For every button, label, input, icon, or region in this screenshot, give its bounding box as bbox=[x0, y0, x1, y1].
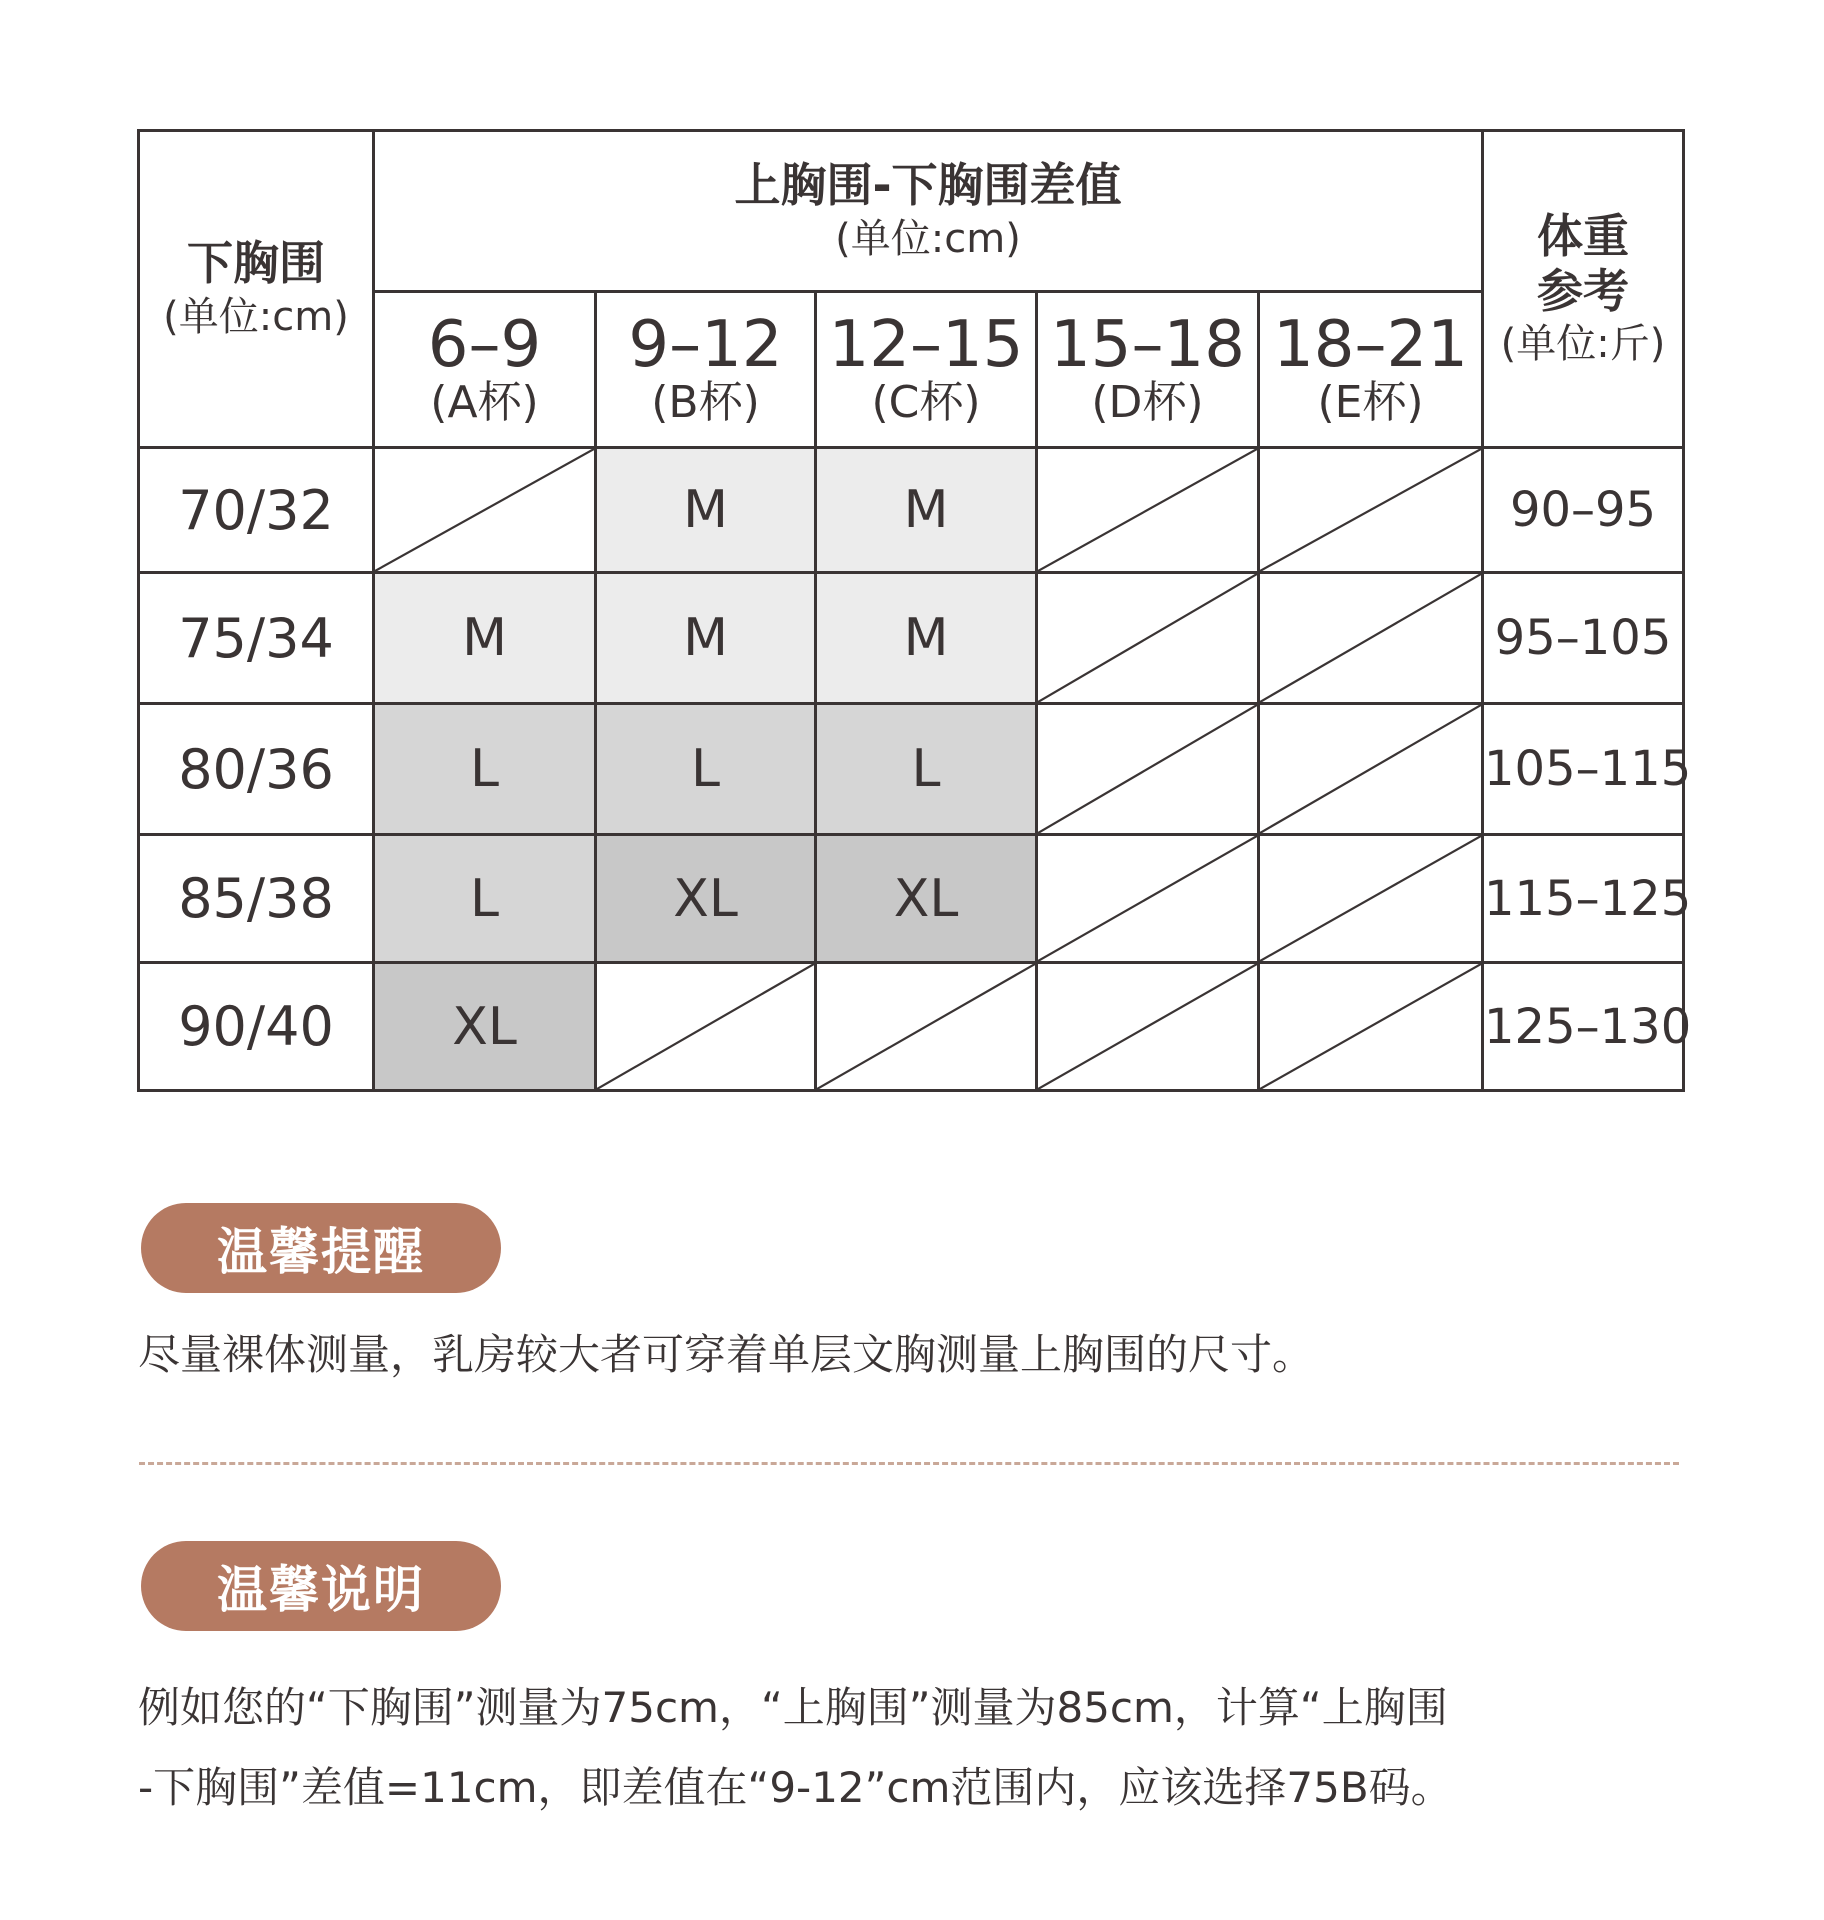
weight-header-title-1: 体重 bbox=[1537, 208, 1630, 263]
band-header-unit: (单位:cm) bbox=[163, 293, 349, 340]
cup-header-cell bbox=[1037, 292, 1259, 448]
empty-cell bbox=[1037, 835, 1259, 963]
cup-header-cell bbox=[374, 292, 596, 448]
empty-cell bbox=[1037, 448, 1259, 573]
cup-header-cell bbox=[816, 292, 1037, 448]
size-cell: M bbox=[596, 573, 816, 704]
empty-cell bbox=[1259, 573, 1483, 704]
diff-header-title: 上胸围-下胸围差值 bbox=[734, 158, 1122, 213]
diagonal-slash bbox=[597, 964, 814, 1089]
cup-header-cell bbox=[1259, 292, 1483, 448]
reminder-badge: 温馨提醒 bbox=[141, 1203, 501, 1293]
empty-cell bbox=[1037, 704, 1259, 835]
band-cell: 70/32 bbox=[139, 448, 374, 573]
size-cell: M bbox=[816, 573, 1037, 704]
diagonal-slash bbox=[375, 449, 594, 571]
size-cell: M bbox=[596, 448, 816, 573]
empty-cell bbox=[596, 963, 816, 1091]
size-cell: M bbox=[374, 573, 596, 704]
weight-cell: 105–115 bbox=[1483, 704, 1684, 835]
empty-cell bbox=[816, 963, 1037, 1091]
cup-range: 18–21 bbox=[1273, 307, 1468, 382]
empty-cell bbox=[1259, 963, 1483, 1091]
diff-header-unit: (单位:cm) bbox=[835, 215, 1021, 262]
cup-letter: (B杯) bbox=[651, 376, 760, 428]
explanation-badge: 温馨说明 bbox=[141, 1541, 501, 1631]
band-cell: 80/36 bbox=[139, 704, 374, 835]
size-cell: XL bbox=[374, 963, 596, 1091]
size-cell: L bbox=[596, 704, 816, 835]
band-cell: 85/38 bbox=[139, 835, 374, 963]
cup-range: 15–18 bbox=[1050, 307, 1245, 382]
weight-cell: 115–125 bbox=[1483, 835, 1684, 963]
diff-header-cell bbox=[374, 131, 1483, 292]
size-cell: XL bbox=[816, 835, 1037, 963]
cup-letter: (A杯) bbox=[430, 376, 539, 428]
diagonal-slash bbox=[1038, 964, 1257, 1089]
section-divider bbox=[139, 1462, 1679, 1465]
weight-header-unit: (单位:斤) bbox=[1500, 321, 1666, 368]
size-cell: M bbox=[816, 448, 1037, 573]
size-cell: L bbox=[374, 704, 596, 835]
empty-cell bbox=[1037, 963, 1259, 1091]
table-row bbox=[139, 573, 1684, 704]
size-cell: L bbox=[816, 704, 1037, 835]
explanation-text bbox=[138, 1668, 1698, 1828]
empty-cell bbox=[374, 448, 596, 573]
weight-cell: 125–130 bbox=[1483, 963, 1684, 1091]
diagonal-slash bbox=[1038, 836, 1257, 961]
weight-header-cell bbox=[1483, 131, 1684, 448]
table-row bbox=[139, 704, 1684, 835]
cup-header-cell bbox=[596, 292, 816, 448]
empty-cell bbox=[1259, 704, 1483, 835]
cup-letter: (E杯) bbox=[1317, 376, 1424, 428]
empty-cell bbox=[1259, 448, 1483, 573]
explanation-line-2: -下胸围”差值=11cm，即差值在“9-12”cm范围内，应该选择75B码。 bbox=[138, 1763, 1453, 1812]
table-row bbox=[139, 835, 1684, 963]
cup-range: 6–9 bbox=[427, 307, 542, 382]
cup-range: 12–15 bbox=[828, 307, 1024, 382]
weight-cell: 90–95 bbox=[1483, 448, 1684, 573]
diagonal-slash bbox=[1260, 836, 1481, 961]
explanation-line-1: 例如您的“下胸围”测量为75cm，“上胸围”测量为85cm，计算“上胸围 bbox=[138, 1683, 1448, 1732]
cup-letter: (C杯) bbox=[871, 376, 981, 428]
diagonal-slash bbox=[1260, 705, 1481, 833]
empty-cell bbox=[1259, 835, 1483, 963]
size-cell: L bbox=[374, 835, 596, 963]
diagonal-slash bbox=[1038, 449, 1257, 571]
band-cell: 90/40 bbox=[139, 963, 374, 1091]
reminder-text: 尽量裸体测量，乳房较大者可穿着单层文胸测量上胸围的尺寸。 bbox=[138, 1330, 1315, 1379]
weight-header-title-2: 参考 bbox=[1537, 264, 1630, 318]
diagonal-slash bbox=[1038, 574, 1257, 702]
table-row bbox=[139, 963, 1684, 1091]
size-rows bbox=[139, 448, 1692, 1091]
diagonal-slash bbox=[1260, 449, 1481, 571]
size-cell: XL bbox=[596, 835, 816, 963]
cup-range: 9–12 bbox=[628, 307, 783, 382]
size-chart-table bbox=[137, 129, 1692, 1092]
band-cell: 75/34 bbox=[139, 573, 374, 704]
band-header-cell bbox=[139, 131, 374, 448]
empty-cell bbox=[1037, 573, 1259, 704]
diagonal-slash bbox=[1038, 705, 1257, 833]
cup-letter: (D杯) bbox=[1091, 376, 1204, 428]
diagonal-slash bbox=[1260, 574, 1481, 702]
weight-cell: 95–105 bbox=[1483, 573, 1684, 704]
table-row bbox=[139, 448, 1684, 573]
diagonal-slash bbox=[817, 964, 1035, 1089]
diagonal-slash bbox=[1260, 964, 1481, 1089]
band-header-title: 下胸围 bbox=[187, 236, 325, 291]
